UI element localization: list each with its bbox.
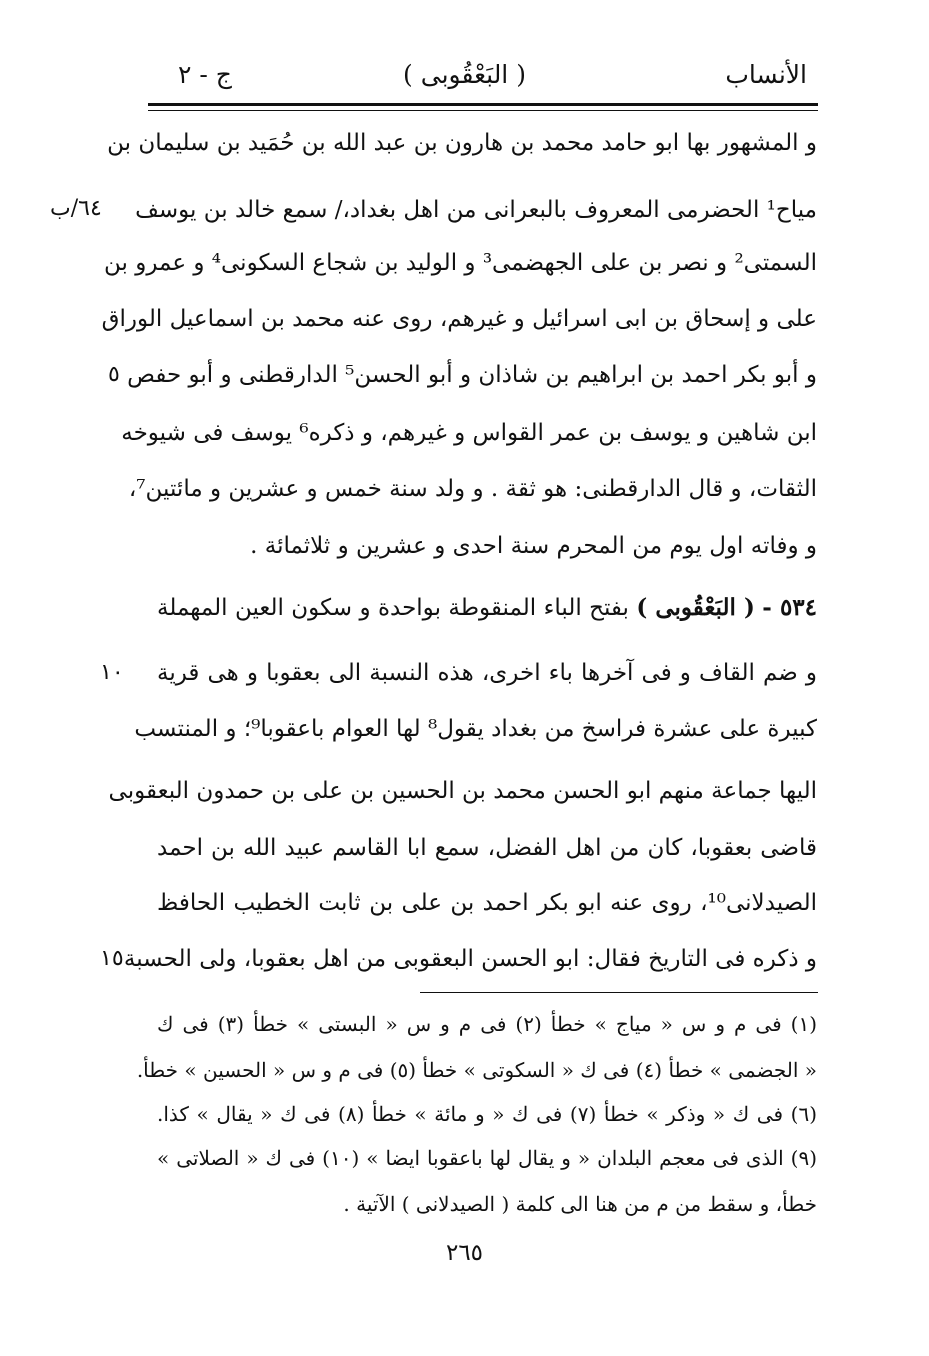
entry-title: ( البَعْقُوبى ) <box>636 594 755 621</box>
running-head-right: الأنساب <box>725 60 807 89</box>
footnote-rule <box>420 992 818 993</box>
body-line-1: و المشهور بها ابو حامد محمد بن هارون بن عبد الله بن حُمَيد بن سليمان بن <box>107 130 817 156</box>
body-line-3: السمتى² و نصر بن على الجهضمى³ و الوليد بن شجاع السكونى⁴ و عمرو بن <box>104 250 817 276</box>
body-line-5: و أبو بكر احمد بن ابراهيم بن شاذان و أبو الحسن⁵ الدارقطنى و أبو حفص <box>127 362 817 388</box>
body-line-14: الصيدلانى¹⁰، روى عنه ابو بكر احمد بن على بن ثابت الخطيب الحافظ <box>157 890 817 916</box>
body-line-7: الثقات، و قال الدارقطنى: هو ثقة . و ولد سنة خمس و عشرين و مائتين⁷، <box>128 476 817 502</box>
body-line-2: مياح¹ الحضرمى المعروف بالبعرانى من اهل بغداد،/ سمع خالد بن يوسف <box>135 197 817 223</box>
entry-number: ٥٣٤ - <box>762 594 817 621</box>
header-rule-thin <box>148 110 818 111</box>
body-line-10: و ضم القاف و فى آخرها باء اخرى، هذه النسبة الى بعقوبا و هى قرية <box>157 660 817 686</box>
body-line-4: على و إسحاق بن ابى اسرائيل و غيرهم، روى عنه محمد بن اسماعيل الوراق <box>101 306 817 332</box>
margin-line-number-10: ١٠ <box>100 660 124 685</box>
footnote-line-1: (١) فى م و س « مياج » خطأ (٢) فى م و س « البستى » خطأ (٣) فى ك <box>157 1012 817 1036</box>
body-line-8: و وفاته اول يوم من المحرم سنة احدى و عشرين و ثلاثمائة . <box>250 533 817 559</box>
running-head-volume: ج - ٢ <box>178 60 232 89</box>
footnote-line-3: (٦) فى ك « وذكر » خطأ (٧) فى ك « و مائة » خطأ (٨) فى ك « يقال » كذا. <box>157 1102 817 1126</box>
body-line-6: ابن شاهين و يوسف بن عمر القواس و غيرهم، و ذكره⁶ يوسف فى شيوخه <box>121 420 817 446</box>
page-number: ٢٦٥ <box>445 1240 484 1266</box>
margin-line-number-5: ٥ <box>108 362 120 387</box>
body-line-15: و ذكره فى التاريخ فقال: ابو الحسن البعقوبى من اهل بعقوبا، ولى الحسبة <box>123 946 817 972</box>
body-line-13: قاضى بعقوبا، كان من اهل الفضل، سمع ابا القاسم عبيد الله بن احمد <box>157 835 817 861</box>
entry-heading-rest: بفتح الباء المنقوطة بواحدة و سكون العين المهملة <box>157 595 629 621</box>
entry-heading-line <box>157 594 817 621</box>
margin-folio: ٦٤/ب <box>50 196 102 221</box>
footnote-line-4: (٩) الذى فى معجم البلدان « و يقال لها باعقوبا ايضا » (١٠) فى ك « الصلاتى » <box>157 1146 817 1170</box>
body-line-12: اليها جماعة منهم ابو الحسن محمد بن الحسين بن على بن حمدون البعقوبى <box>108 778 817 804</box>
body-line-11: كبيرة على عشرة فراسخ من بغداد يقول⁸ لها العوام باعقوبا⁹؛ و المنتسب <box>134 716 817 742</box>
footnote-line-2: « الجضمى » خطأ (٤) فى ك « السكوتى » خطأ (٥) فى م و س « الحسين » خطأ. <box>136 1058 817 1082</box>
running-head-center: ( البَعْقُوبى ) <box>403 60 526 89</box>
footnote-line-5: خطأ، و سقط من م من هنا الى كلمة ( الصيدلانى ) الآتية . <box>343 1192 817 1216</box>
margin-line-number-15: ١٥ <box>100 946 124 971</box>
header-rule-thick <box>148 103 818 106</box>
